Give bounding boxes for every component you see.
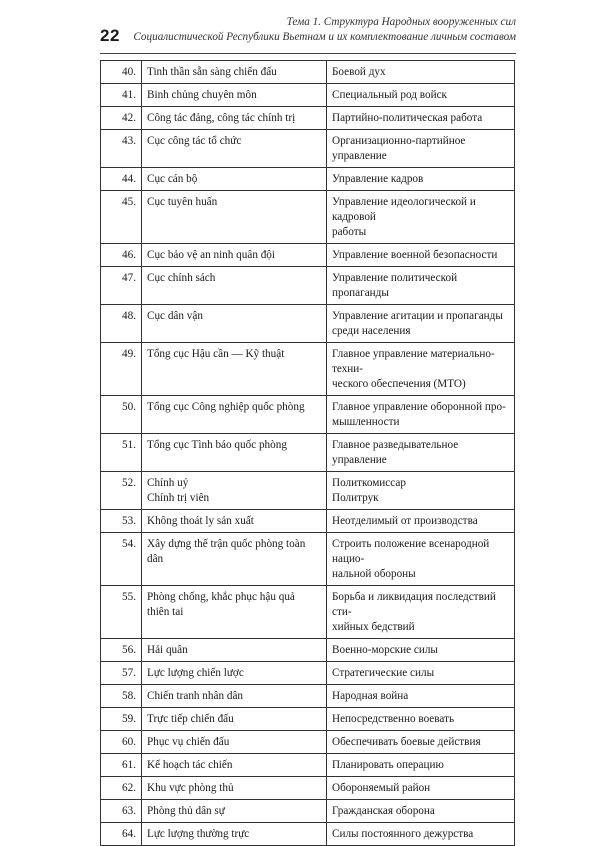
vietnamese-term xyxy=(142,586,327,639)
russian-translation-line: Стратегические силы xyxy=(332,667,435,679)
table-row xyxy=(101,130,515,168)
russian-translation-line: Силы постоянного дежурства xyxy=(332,828,474,840)
russian-translation-line: Строить положение всенародной нацио- xyxy=(332,538,490,565)
table-row xyxy=(101,823,515,846)
vietnamese-term-line: Tổng cục Tình báo quốc phòng xyxy=(147,439,287,451)
russian-translation-line: Борьба и ликвидация последствий сти- xyxy=(332,591,496,618)
table-row xyxy=(101,244,515,267)
row-number: 60. xyxy=(101,731,142,754)
running-header xyxy=(133,15,516,45)
russian-translation-line: среди населения xyxy=(332,325,411,337)
row-number: 42. xyxy=(101,107,142,130)
vietnamese-term-line: Phục vụ chiến đấu xyxy=(147,736,230,748)
russian-translation xyxy=(327,107,515,130)
vietnamese-term-line: Cục tuyên huấn xyxy=(147,196,218,208)
russian-translation-line: Боевой дух xyxy=(332,66,386,78)
row-number: 45. xyxy=(101,191,142,244)
russian-translation xyxy=(327,244,515,267)
vietnamese-term xyxy=(142,533,327,586)
row-number: 64. xyxy=(101,823,142,846)
russian-translation-line: Партийно-политическая работа xyxy=(332,112,483,124)
russian-translation-line: Гражданская оборона xyxy=(332,805,435,817)
russian-translation-line: Военно-морские силы xyxy=(332,644,438,656)
russian-translation-line: нальной обороны xyxy=(332,568,416,580)
vietnamese-term-line: Xây dựng thế trận quốc phòng toàn xyxy=(147,538,306,550)
russian-translation-line: Главное управление оборонной про- xyxy=(332,401,506,413)
russian-translation xyxy=(327,130,515,168)
russian-translation xyxy=(327,434,515,472)
russian-translation-line: Главное управление материально-техни- xyxy=(332,348,495,375)
vietnamese-term xyxy=(142,472,327,510)
vietnamese-term-line: Tổng cục Hậu cần — Kỹ thuật xyxy=(147,348,285,360)
vietnamese-term xyxy=(142,61,327,84)
russian-translation xyxy=(327,510,515,533)
vietnamese-term xyxy=(142,731,327,754)
russian-translation-line: Управление военной безопасности xyxy=(332,249,498,261)
table-row xyxy=(101,533,515,586)
table-row xyxy=(101,685,515,708)
vietnamese-term-line: Tổng cục Công nghiệp quốc phòng xyxy=(147,401,305,413)
vietnamese-term xyxy=(142,434,327,472)
vietnamese-term xyxy=(142,84,327,107)
table-row xyxy=(101,472,515,510)
vietnamese-term xyxy=(142,244,327,267)
glossary-table xyxy=(100,60,515,846)
russian-translation xyxy=(327,84,515,107)
russian-translation xyxy=(327,396,515,434)
row-number: 62. xyxy=(101,777,142,800)
russian-translation-line: Управление политической пропаганды xyxy=(332,272,458,299)
vietnamese-term-line: Cục công tác tổ chức xyxy=(147,135,242,147)
russian-translation-line: хийных бедствий xyxy=(332,621,415,633)
table-row xyxy=(101,191,515,244)
header-rule xyxy=(100,53,516,54)
vietnamese-term xyxy=(142,343,327,396)
vietnamese-term-line: Chiến tranh nhân dân xyxy=(147,690,244,702)
row-number: 56. xyxy=(101,639,142,662)
row-number: 58. xyxy=(101,685,142,708)
table-row xyxy=(101,343,515,396)
row-number: 55. xyxy=(101,586,142,639)
russian-translation xyxy=(327,777,515,800)
table-row xyxy=(101,639,515,662)
russian-translation-line: Главное разведывательное управление xyxy=(332,439,459,466)
row-number: 59. xyxy=(101,708,142,731)
row-number: 61. xyxy=(101,754,142,777)
vietnamese-term-line: Cục cán bộ xyxy=(147,173,198,185)
vietnamese-term xyxy=(142,510,327,533)
russian-translation xyxy=(327,800,515,823)
russian-translation xyxy=(327,823,515,846)
vietnamese-term-line: Lực lượng chiến lược xyxy=(147,667,244,679)
russian-translation-line: Политкомиссар xyxy=(332,477,406,489)
vietnamese-term-line: thiên tai xyxy=(147,606,184,618)
vietnamese-term-line: Tinh thần sẵn sàng chiến đấu xyxy=(147,66,277,78)
russian-translation-line: Планировать операцию xyxy=(332,759,444,771)
russian-translation xyxy=(327,754,515,777)
table-row xyxy=(101,84,515,107)
vietnamese-term xyxy=(142,267,327,305)
russian-translation xyxy=(327,708,515,731)
row-number: 44. xyxy=(101,168,142,191)
vietnamese-term xyxy=(142,168,327,191)
russian-translation xyxy=(327,586,515,639)
russian-translation xyxy=(327,472,515,510)
russian-translation-line: Управление идеологической и кадровой xyxy=(332,196,476,223)
table-row xyxy=(101,708,515,731)
vietnamese-term-line: Trực tiếp chiến đấu xyxy=(147,713,234,725)
vietnamese-term-line: Hải quân xyxy=(147,644,188,656)
vietnamese-term-line: Binh chủng chuyên môn xyxy=(147,89,257,101)
table-row xyxy=(101,754,515,777)
russian-translation xyxy=(327,662,515,685)
table-row xyxy=(101,586,515,639)
table-row xyxy=(101,731,515,754)
table-row xyxy=(101,305,515,343)
vietnamese-term-line: dân xyxy=(147,553,164,565)
vietnamese-term-line: Cục dân vận xyxy=(147,310,203,322)
russian-translation-line: ческого обеспечения (МТО) xyxy=(332,378,466,390)
vietnamese-term-line: Cục bảo vệ an ninh quân đội xyxy=(147,249,276,261)
vietnamese-term xyxy=(142,639,327,662)
row-number: 43. xyxy=(101,130,142,168)
vietnamese-term xyxy=(142,800,327,823)
russian-translation-line: Неотделимый от производства xyxy=(332,515,478,527)
row-number: 54. xyxy=(101,533,142,586)
running-header-line-2: Социалистической Республики Вьетнам и их комплектование личным составом xyxy=(133,31,516,43)
table-row xyxy=(101,777,515,800)
vietnamese-term xyxy=(142,191,327,244)
russian-translation xyxy=(327,731,515,754)
russian-translation-line: Управление кадров xyxy=(332,173,424,185)
row-number: 53. xyxy=(101,510,142,533)
row-number: 52. xyxy=(101,472,142,510)
table-row xyxy=(101,267,515,305)
row-number: 46. xyxy=(101,244,142,267)
table-row xyxy=(101,800,515,823)
russian-translation-line: работы xyxy=(332,226,367,238)
russian-translation xyxy=(327,639,515,662)
russian-translation-line: Непосредственно воевать xyxy=(332,713,455,725)
row-number: 47. xyxy=(101,267,142,305)
russian-translation-line: Обороняемый район xyxy=(332,782,431,794)
vietnamese-term-line: Khu vực phòng thủ xyxy=(147,782,234,794)
vietnamese-term xyxy=(142,685,327,708)
vietnamese-term-line: Cục chính sách xyxy=(147,272,216,284)
russian-translation-line: Народная война xyxy=(332,690,409,702)
vietnamese-term xyxy=(142,777,327,800)
row-number: 57. xyxy=(101,662,142,685)
row-number: 48. xyxy=(101,305,142,343)
russian-translation-line: Специальный род войск xyxy=(332,89,447,101)
vietnamese-term-line: Phòng thủ dân sự xyxy=(147,805,225,817)
table-row xyxy=(101,107,515,130)
vietnamese-term xyxy=(142,662,327,685)
vietnamese-term-line: Phòng chống, khắc phục hậu quả xyxy=(147,591,295,603)
table-row xyxy=(101,61,515,84)
row-number: 51. xyxy=(101,434,142,472)
row-number: 50. xyxy=(101,396,142,434)
russian-translation-line: Политрук xyxy=(332,492,379,504)
vietnamese-term-line: Lực lượng thường trực xyxy=(147,828,250,840)
russian-translation xyxy=(327,685,515,708)
russian-translation xyxy=(327,267,515,305)
row-number: 63. xyxy=(101,800,142,823)
row-number: 49. xyxy=(101,343,142,396)
page-number: 22 xyxy=(100,26,120,45)
russian-translation xyxy=(327,168,515,191)
table-row xyxy=(101,396,515,434)
table-row xyxy=(101,510,515,533)
glossary-table-body xyxy=(101,61,515,846)
vietnamese-term-line: Chính uỷ xyxy=(147,477,189,489)
vietnamese-term xyxy=(142,823,327,846)
russian-translation xyxy=(327,343,515,396)
vietnamese-term xyxy=(142,708,327,731)
table-row xyxy=(101,434,515,472)
table-row xyxy=(101,662,515,685)
vietnamese-term-line: Chính trị viên xyxy=(147,492,210,504)
russian-translation-line: Управление агитации и пропаганды xyxy=(332,310,503,322)
row-number: 41. xyxy=(101,84,142,107)
vietnamese-term-line: Công tác đảng, công tác chính trị xyxy=(147,112,296,124)
russian-translation xyxy=(327,305,515,343)
vietnamese-term xyxy=(142,305,327,343)
russian-translation-line: Организационно-партийное управление xyxy=(332,135,466,162)
vietnamese-term-line: Không thoát ly sản xuất xyxy=(147,515,254,527)
running-header-line-1: Тема 1. Структура Народных вооруженных сил xyxy=(286,16,516,28)
russian-translation-line: Обеспечивать боевые действия xyxy=(332,736,481,748)
russian-translation-line: мышленности xyxy=(332,416,400,428)
row-number: 40. xyxy=(101,61,142,84)
vietnamese-term xyxy=(142,754,327,777)
russian-translation xyxy=(327,61,515,84)
table-row xyxy=(101,168,515,191)
russian-translation xyxy=(327,533,515,586)
vietnamese-term-line: Kế hoạch tác chiến xyxy=(147,759,233,771)
russian-translation xyxy=(327,191,515,244)
vietnamese-term xyxy=(142,107,327,130)
vietnamese-term xyxy=(142,396,327,434)
vietnamese-term xyxy=(142,130,327,168)
